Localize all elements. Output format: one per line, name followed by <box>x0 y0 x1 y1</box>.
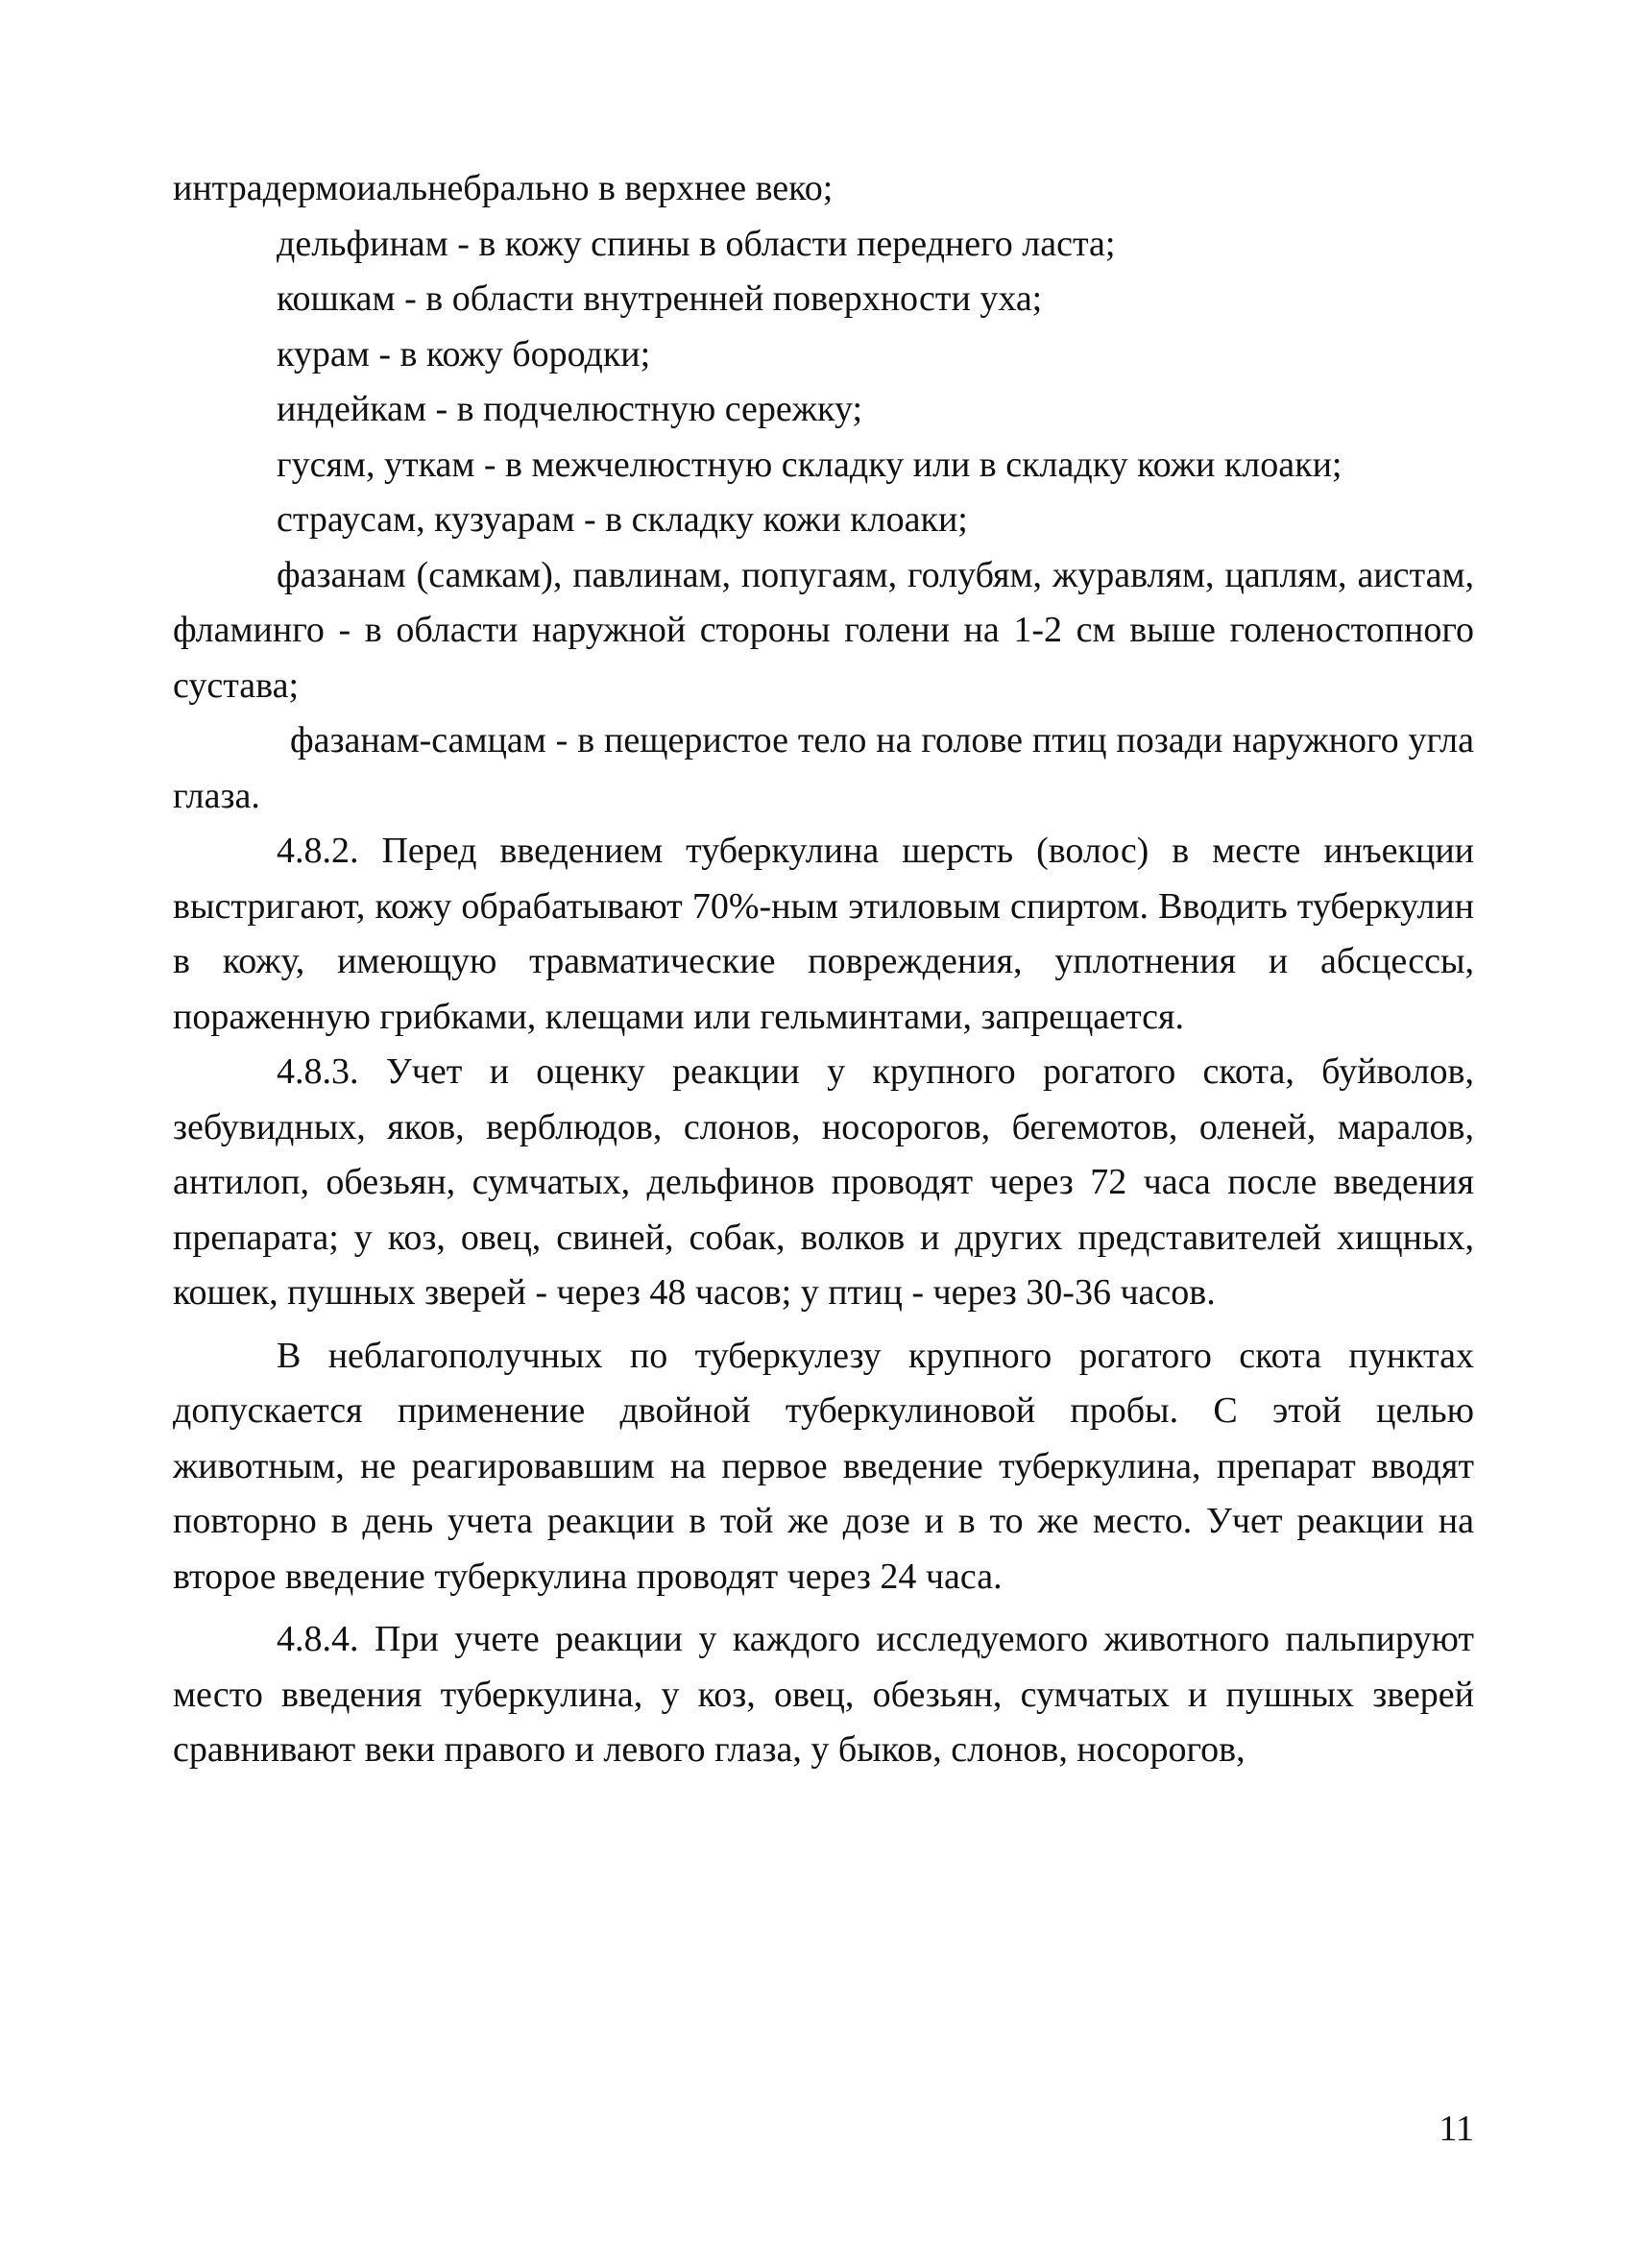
page-number: 11 <box>1439 2109 1474 2149</box>
paragraph-section-4-8-4: 4.8.4. При учете реакции у каждого исследуемого животного пальпируют место введения туберкулина, у коз, овец, обезьян, сумчатых и пушных зверей сравнивают веки правого и левого глаза, у быков, слонов, носорогов, <box>173 1619 1474 1770</box>
list-item-geese-ducks: гусям, уткам - в межчелюстную складку или в складку кожи клоаки; <box>277 444 1343 485</box>
paragraph-section-4-8-3: 4.8.3. Учет и оценку реакции у крупного рогатого скота, буйволов, зебувидных, яков, верблюдов, слонов, носорогов, бегемотов, оленей, маралов, антилоп, обезьян, сумчатых, дельфинов проводят через 72 часа после введения препарата; у коз, овец, свиней, собак, волков и других представителей хищных, кошек, пушных зверей - через 48 часов; у птиц - через 30-36 часов. <box>173 1051 1474 1313</box>
list-item-chickens: курам - в кожу бородки; <box>277 333 651 374</box>
document-body <box>173 161 1474 1778</box>
list-item-turkeys: индейкам - в подчелюстную сережку; <box>277 389 863 429</box>
list-item-dolphins: дельфинам - в кожу спины в области переднего ласта; <box>277 223 1116 264</box>
paragraph-pheasants-females: фазанам (самкам), павлинам, попугаям, голубям, журавлям, цаплям, аистам, фламинго - в области наружной стороны голени на 1-2 см выше голеностопного сустава; <box>173 554 1474 706</box>
paragraph-section-4-8-2: 4.8.2. Перед введением туберкулина шерсть (волос) в месте инъекции выстригают, кожу обрабатывают 70%-ным этиловым спиртом. Вводить туберкулин в кожу, имеющую травматические повреждения, уплотнения и абсцессы, пораженную грибками, клещами или гельминтами, запрещается. <box>173 831 1474 1037</box>
paragraph-double-test: В неблагополучных по туберкулезу крупного рогатого скота пунктах допускается применение двойной туберкулиновой пробы. С этой целью животным, не реагировавшим на первое введение туберкулина, препарат вводят повторно в день учета реакции в той же дозе и в то же место. Учет реакции на второе введение туберкулина проводят через 24 часа. <box>173 1335 1474 1597</box>
paragraph-pheasants-males: фазанам-самцам - в пещеристое тело на голове птиц позади наружного угла глаза. <box>173 720 1474 816</box>
list-item-cats: кошкам - в области внутренней поверхности уха; <box>277 278 1043 319</box>
list-item-ostriches: страусам, кузуарам - в складку кожи клоаки; <box>277 499 968 540</box>
text-line-continuation: интрадермоиальнебрально в верхнее веко; <box>173 168 834 208</box>
